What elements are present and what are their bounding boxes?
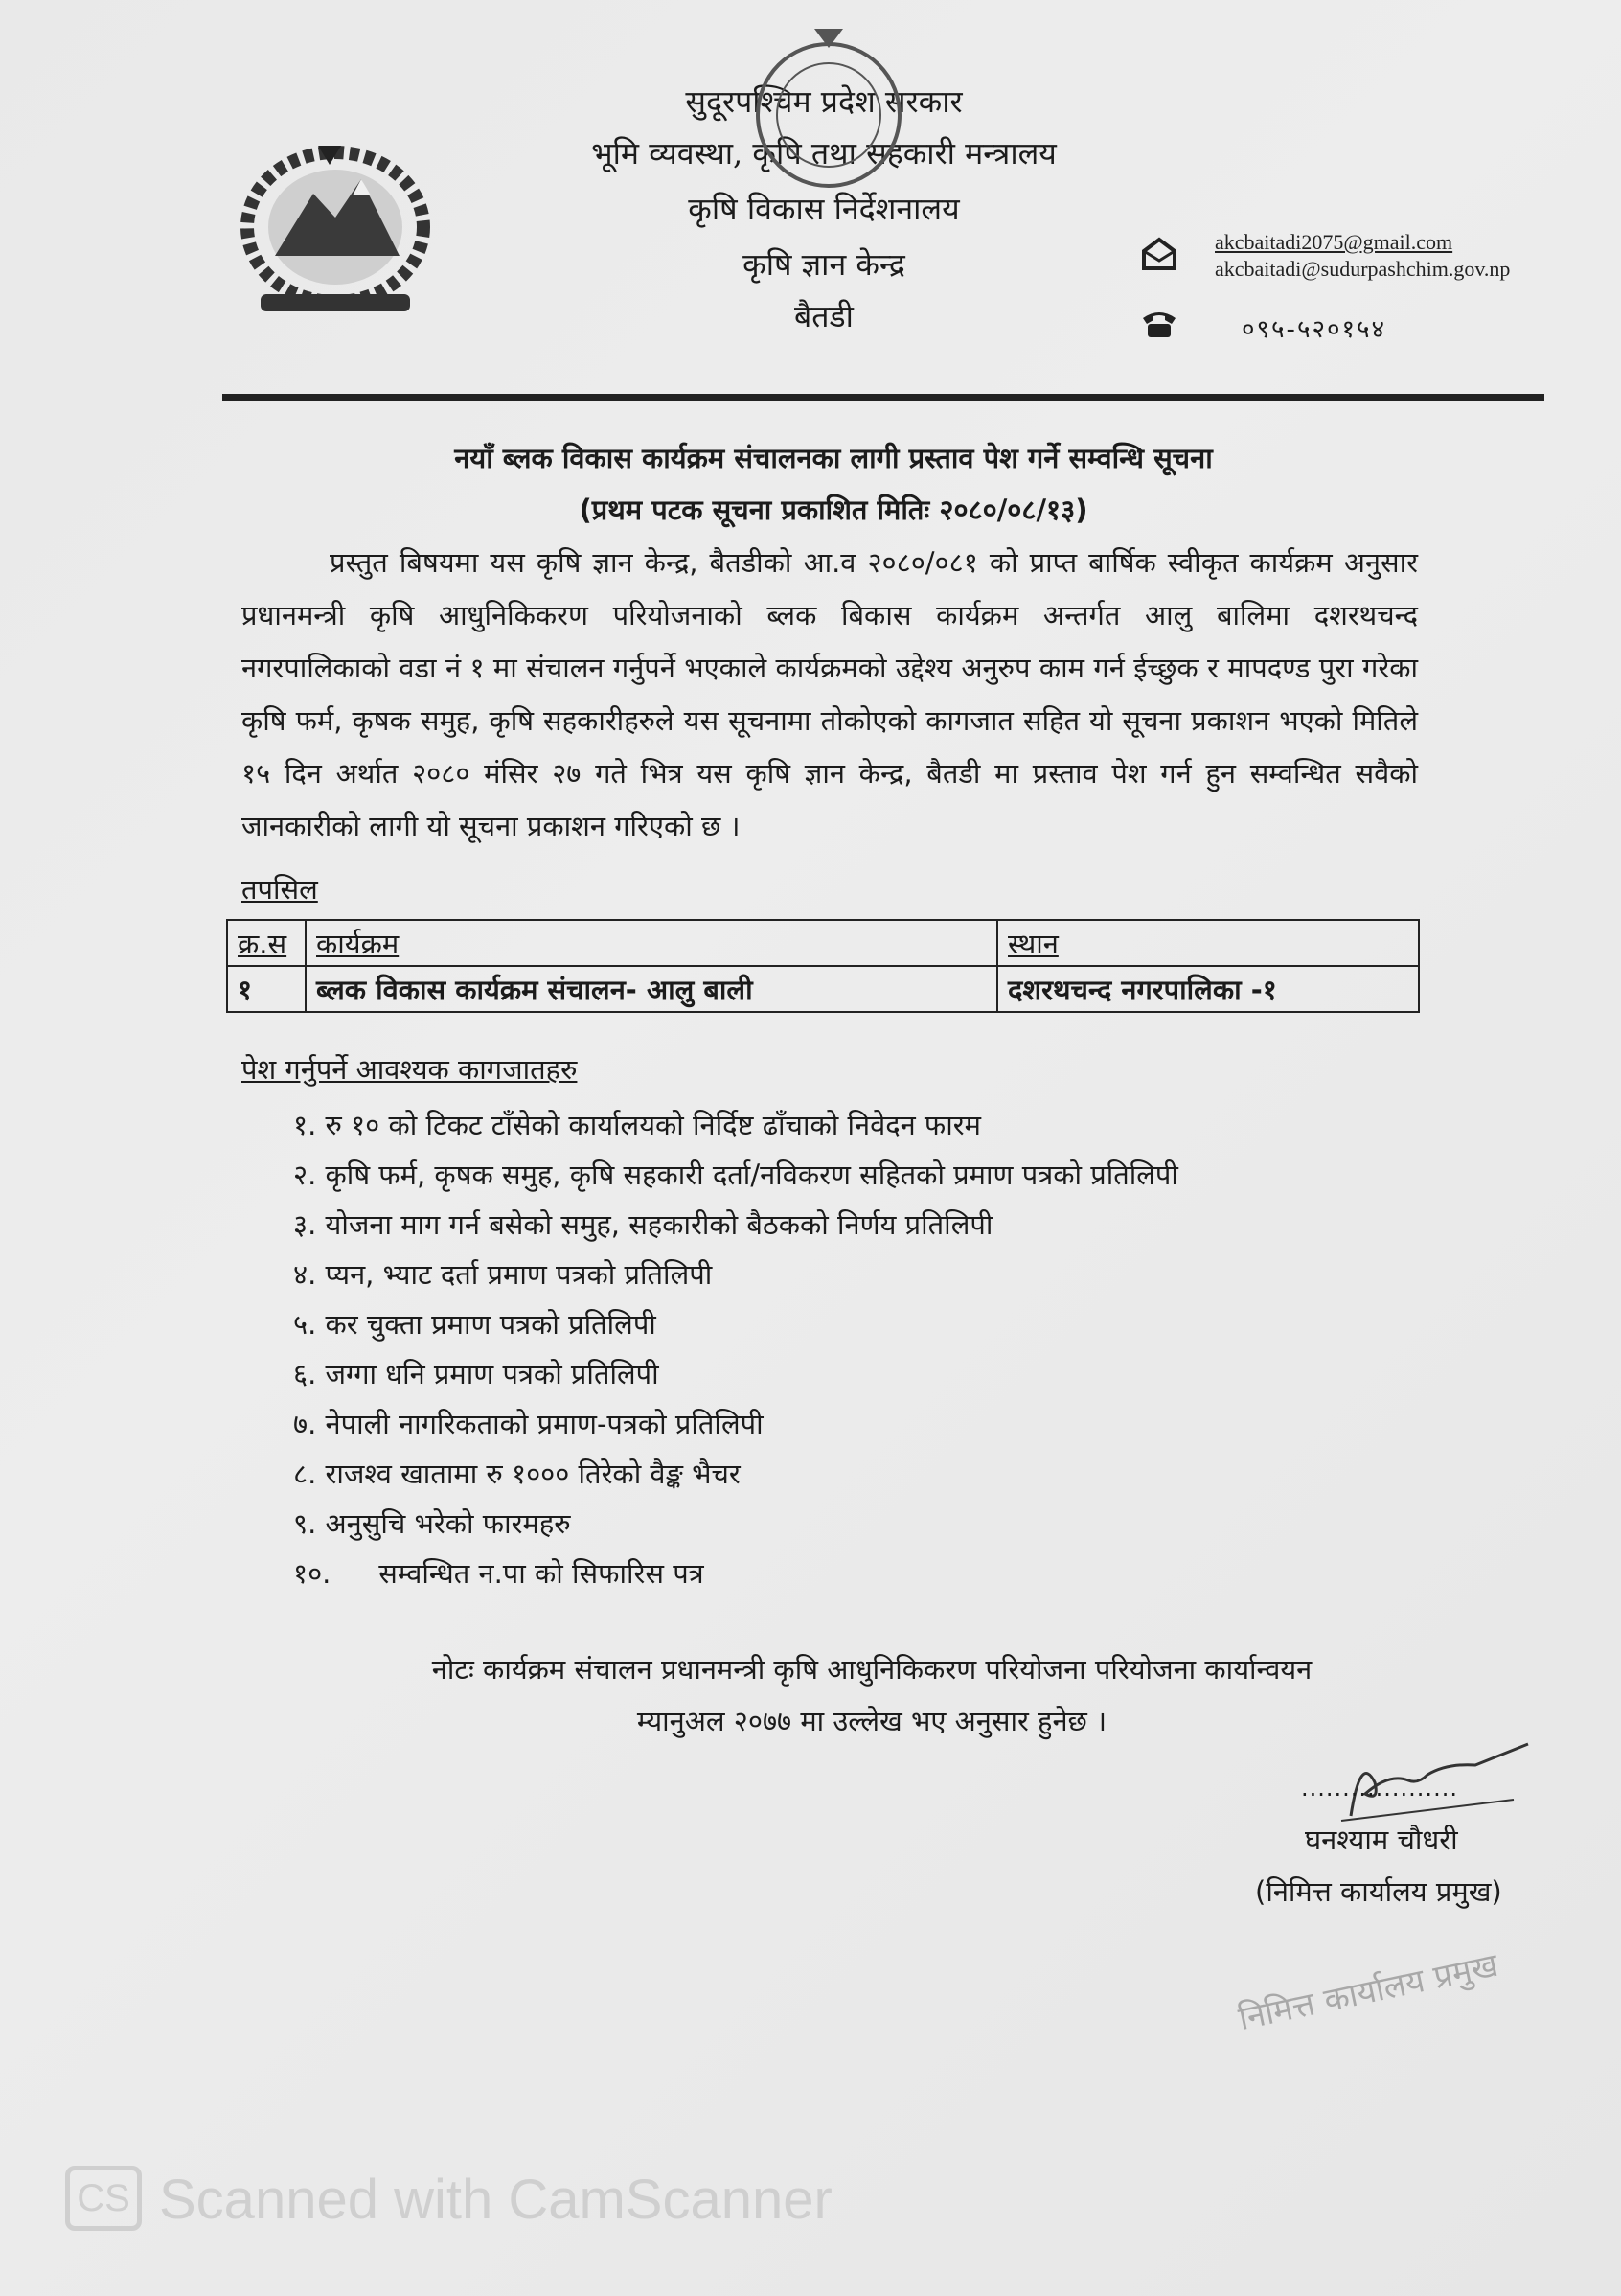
table-header-row — [227, 920, 1419, 966]
camscanner-logo-icon: CS — [65, 2166, 142, 2231]
nepal-government-emblem-icon — [222, 126, 448, 318]
notice-body — [241, 537, 1418, 853]
item-number: २. — [293, 1159, 317, 1191]
header-directorate: कृषि विकास निर्देशनालय — [688, 191, 960, 227]
item-number: १०. — [293, 1557, 331, 1590]
header-divider — [222, 394, 1544, 401]
list-item — [293, 1150, 1178, 1200]
header-office: कृषि ज्ञान केन्द्र — [742, 246, 905, 283]
list-item — [293, 1349, 1178, 1399]
header-district: बैतडी — [794, 298, 854, 334]
notice-body-text: प्रस्तुत बिषयमा यस कृषि ज्ञान केन्द्र, बैतडीको आ.व २०८०/०८१ को प्राप्त बार्षिक स्वीकृत कार्यक्रम अनुसार प्रधानमन्त्री कृषि आधुनिकिकरण परियोजनाको ब्लक बिकास कार्यक्रम अन्तर्गत आलु बालिमा दशरथचन्द नगरपालिकाको वडा नं १ मा संचालन गर्नुपर्ने भएकाले कार्यक्रमको उद्देश्य अनुरुप काम गर्न ईच्छुक र मापदण्ड पुरा गरेका कृषि फर्म, कृषक समुह, कृषि सहकारीहरुले यस सूचनामा तोकोएको कागजात सहित यो सूचना प्रकाशन भएको मितिले १५ दिन अर्थात २०८० मंसिर २७ गते भित्र यस कृषि ज्ञान केन्द्र, बैतडी मा प्रस्ताव पेश गर्न हुन सम्वन्धित सवैको जानकारीको लागी यो सूचना प्रकाशन गरिएको छ । — [241, 546, 1418, 842]
table-row — [227, 966, 1419, 1012]
item-text: रु १० को टिकट टाँसेको कार्यालयको निर्दिष्ट ढाँचाको निवेदन फारम — [325, 1109, 981, 1141]
list-item — [293, 1449, 1178, 1499]
item-text: अनुसुचि भरेको फारमहरु — [325, 1507, 571, 1540]
header-province: सुदूरपश्चिम प्रदेश सरकार — [685, 83, 963, 120]
documents-heading: पेश गर्नुपर्ने आवश्यक कागजातहरु — [241, 1053, 578, 1086]
list-item — [293, 1299, 1178, 1349]
item-text: नेपाली नागरिकताको प्रमाण-पत्रको प्रतिलिपी — [325, 1408, 764, 1440]
item-text: प्यन, भ्याट दर्ता प्रमाण पत्रको प्रतिलिपी — [325, 1258, 713, 1291]
header-ministry: भूमि व्यवस्था, कृषि तथा सहकारी मन्त्रालय — [591, 135, 1057, 172]
notice-title: नयाँ ब्लक विकास कार्यक्रम संचालनका लागी प्रस्ताव पेश गर्ने सम्वन्धि सूचना — [454, 442, 1213, 474]
notice-subtitle: (प्रथम पटक सूचना प्रकाशित मितिः २०८०/०८/१३) — [579, 494, 1088, 526]
cell-serial: १ — [227, 966, 306, 1012]
envelope-icon — [1140, 236, 1178, 276]
list-item — [293, 1499, 1178, 1549]
cell-location: दशरथचन्द नगरपालिका -१ — [997, 966, 1419, 1012]
camscanner-watermark: Scanned with CamScanner — [159, 2169, 833, 2231]
signatory-name: घनश्याम चौधरी — [1305, 1824, 1458, 1856]
column-header-serial: क्र.स — [227, 920, 306, 966]
item-number: ४. — [293, 1258, 317, 1291]
telephone-icon — [1140, 309, 1178, 343]
item-number: ६. — [293, 1358, 317, 1390]
note-line-1: नोटः कार्यक्रम संचालन प्रधानमन्त्री कृषि आधुनिकिकरण परियोजना परियोजना कार्यान्वयन — [431, 1653, 1313, 1686]
note-line-2: म्यानुअल २०७७ मा उल्लेख भए अनुसार हुनेछ । — [636, 1705, 1107, 1737]
column-header-location: स्थान — [997, 920, 1419, 966]
item-text: कृषि फर्म, कृषक समुह, कृषि सहकारी दर्ता/नविकरण सहितको प्रमाण पत्रको प्रतिलिपी — [325, 1159, 1178, 1191]
cell-program: ब्लक विकास कार्यक्रम संचालन- आलु बाली — [306, 966, 997, 1012]
designation-stamp: निमित्त कार्यालय प्रमुख — [1235, 1945, 1502, 2039]
list-item — [293, 1200, 1178, 1250]
item-number: ७. — [293, 1408, 317, 1440]
signature-dots: ................... — [1301, 1775, 1458, 1802]
list-item — [293, 1100, 1178, 1150]
item-text: राजश्व खातामा रु १००० तिरेको वैङ्क भैचर — [325, 1458, 741, 1490]
office-stamp-icon — [747, 19, 910, 201]
item-number: ५. — [293, 1308, 317, 1341]
documents-list — [293, 1100, 1178, 1598]
email-link-gmail[interactable]: akcbaitadi2075@gmail.com — [1215, 230, 1453, 254]
details-heading: तपसिल — [241, 873, 318, 906]
item-number: १. — [293, 1109, 317, 1141]
email-government: akcbaitadi@sudurpashchim.gov.np — [1215, 257, 1511, 281]
program-table — [226, 919, 1420, 1013]
list-item — [293, 1250, 1178, 1299]
signatory-designation: (निमित्त कार्यालय प्रमुख) — [1255, 1875, 1502, 1908]
item-number: ३. — [293, 1208, 317, 1241]
phone-number: ०९५-५२०१५४ — [1242, 315, 1387, 344]
item-number: ९. — [293, 1507, 317, 1540]
item-text: जग्गा धनि प्रमाण पत्रको प्रतिलिपी — [325, 1358, 659, 1390]
list-item — [293, 1399, 1178, 1449]
item-number: ८. — [293, 1458, 317, 1490]
item-text: योजना माग गर्न बसेको समुह, सहकारीको बैठकको निर्णय प्रतिलिपी — [325, 1208, 993, 1241]
list-item — [293, 1549, 1178, 1598]
column-header-program: कार्यक्रम — [306, 920, 997, 966]
item-text: कर चुक्ता प्रमाण पत्रको प्रतिलिपी — [325, 1308, 656, 1341]
item-text: सम्वन्धित न.पा को सिफारिस पत्र — [378, 1557, 704, 1590]
